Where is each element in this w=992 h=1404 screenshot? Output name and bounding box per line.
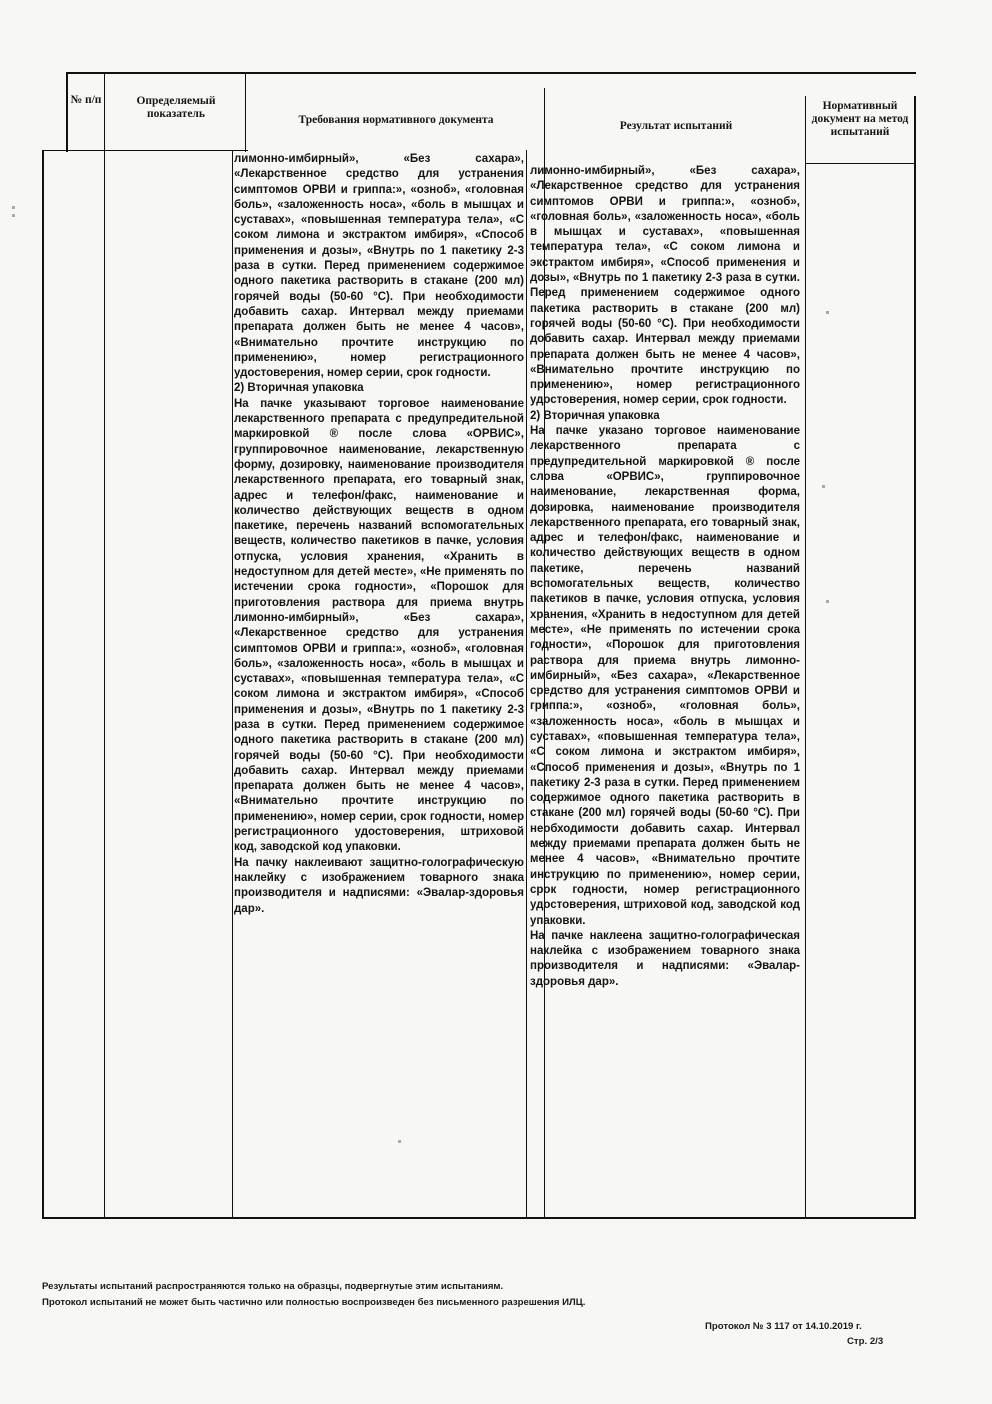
requirements-para-3: На пачку наклеивают защитно-голографическую наклейку с изображением товарного знака производителя и надписями: «Эвалар-здоровья дар». [234,856,524,915]
result-para-1: лимонно-имбирный», «Без сахара», «Лекарственное средство для устранения симптомов ОРВИ и гриппа:», «озноб», «головная боль», «заложенность носа», «боль в мышцах и суставах», «повышенная температура тела», «С соком лимона и экстрактом имбиря», «Способ применения и дозы», «Внутрь по 1 пакетику 2-3 раза в сутки. Перед применением содержимое одного пакетика растворить в стакане (200 мл) горячей воды (50-60 °С). При необходимости добавить сахар. Интервал между приемами препарата должен быть не менее 4 часов», «Внимательно прочтите инструкцию по применению», номер регистрационного удостоверения, номер серии, срок годности. [530,165,800,407]
scan-speck [12,206,15,209]
table-bottom-border [42,1217,914,1219]
requirements-para-1: лимонно-имбирный», «Без сахара», «Лекарственное средство для устранения симптомов ОРВИ и гриппа:», «озноб», «головная боль», «заложенность носа», «боль в мышцах и суставах», «повышенная температура тела», «С соком лимона и экстрактом имбиря», «Способ применения и дозы», «Внутрь по 1 пакетику 2-3 раза в сутки. Перед применением содержимое одного пакетика растворить в стакане (200 мл) горячей воды (50-60 °С). При необходимости добавить сахар. Интервал между приемами препарата должен быть не менее 4 часов», «Внимательно прочтите инструкцию по применению», номер регистрационного удостоверения, номер серии, срок годности. [234,153,524,380]
header-bottom-rule [42,150,248,151]
protocol-number: Протокол № 3 117 от 14.10.2019 г. [705,1321,862,1332]
footer-note-2: Протокол испытаний не может быть частично или полностью воспроизведен без письменного разрешения ИЛЦ. [42,1297,586,1308]
col-divider-1 [104,72,105,1219]
col-divider-2-lower [232,150,233,1219]
requirements-text [234,152,524,917]
header-number: № п/п [70,94,102,106]
header-bottom-rule-method [806,163,916,164]
table-left-border [66,72,68,152]
table-top-border [66,72,916,74]
footer-note-1: Результаты испытаний распространяются только на образцы, подвергнутые этим испытаниям. [42,1281,504,1292]
table-left-border-lower [42,150,44,1219]
result-section-title: 2) Вторичная упаковка [530,409,660,422]
col-divider-2 [245,72,246,152]
requirements-para-2: На пачке указывают торговое наименование лекарственного препарата с предупредительной маркировкой ® после слова «ОРВИС», группировочное наименование, лекарственную форму, дозировку, наименование производителя лекарственного препарата, его товарный знак, адрес и телефон/факс, наименование и количество действующих веществ в одном пакетике, перечень названий вспомогательных веществ, количество пакетиков в пачке, условия отпуска, условия хранения, «Хранить в недоступном для детей месте», «Не применять по истечении срока годности», «Порошок для приготовления раствора для приема внутрь лимонно-имбирный», «Без сахара», «Лекарственное средство для устранения симптомов ОРВИ и гриппа:», «озноб», «головная боль», «заложенность носа», «боль в мышцах и суставах», «повышенная температура тела», «С соком лимона и экстрактом имбиря», «Способ применения и дозы», «Внутрь по 1 пакетику 2-3 раза в сутки. Перед применением содержимое одного пакетика растворить в стакане (200 мл) горячей воды (50-60 °С). При необходимости добавить сахар. Интервал между приемами препарата должен быть не менее 4 часов», «Внимательно прочтите инструкцию по применению», номер серии, срок годности, номер регистрационного удостоверения, штриховой код, заводской код упаковки. [234,397,524,854]
col-divider-4 [805,96,806,1219]
scan-speck [826,311,829,314]
header-method: Нормативный документ на метод испытаний [811,100,909,138]
result-para-3: На пачке наклеена защитно-голографическая наклейка с изображением товарного знака производителя и надписями: «Эвалар-здоровья дар». [530,929,800,988]
header-requirements: Требования нормативного документа [298,114,494,126]
result-text [530,164,800,990]
page-number: Стр. 2/3 [847,1336,884,1347]
col-divider-3-lower [526,150,527,1219]
scan-speck [398,1140,401,1143]
header-result: Результат испытаний [619,120,733,132]
result-para-2: На пачке указано торговое наименование лекарственного препарата с предупредительной маркировкой ® после слова «ОРВИС», группировочное наименование, лекарственная форма, дозировка, наименование производителя лекарственного препарата, его товарный знак, адрес и телефон/факс, наименование и количество действующих веществ в одном пакетике, перечень названий вспомогательных веществ, количество пакетиков в пачке, условия отпуска, условия хранения, «Хранить в недоступном для детей месте», «Не применять по истечении срока годности», «Порошок для приготовления раствора для приема внутрь лимонно-имбирный», «Без сахара», «Лекарственное средство для устранения симптомов ОРВИ и гриппа:», «озноб», «головная боль», «заложенность носа», «боль в мышцах и суставах», «повышенная температура тела», «С соком лимона и экстрактом имбиря», «Способ применения и дозы», «Внутрь по 1 пакетику 2-3 раза в сутки. Перед применением содержимое одного пакетика растворить в стакане (200 мл) горячей воды (50-60 °С). При необходимости добавить сахар. Интервал между приемами препарата должен быть не менее 4 часов», «Внимательно прочтите инструкцию по применению», номер серии, срок годности, номер регистрационного удостоверения, штриховой код, заводской код упаковки. [530,425,800,927]
scan-speck [12,214,15,217]
scan-speck [826,600,829,603]
scan-speck [822,485,825,488]
header-indicator: Определяемый показатель [136,95,216,120]
table-right-border [914,96,916,1219]
requirements-section-title: 2) Вторичная упаковка [234,382,364,395]
